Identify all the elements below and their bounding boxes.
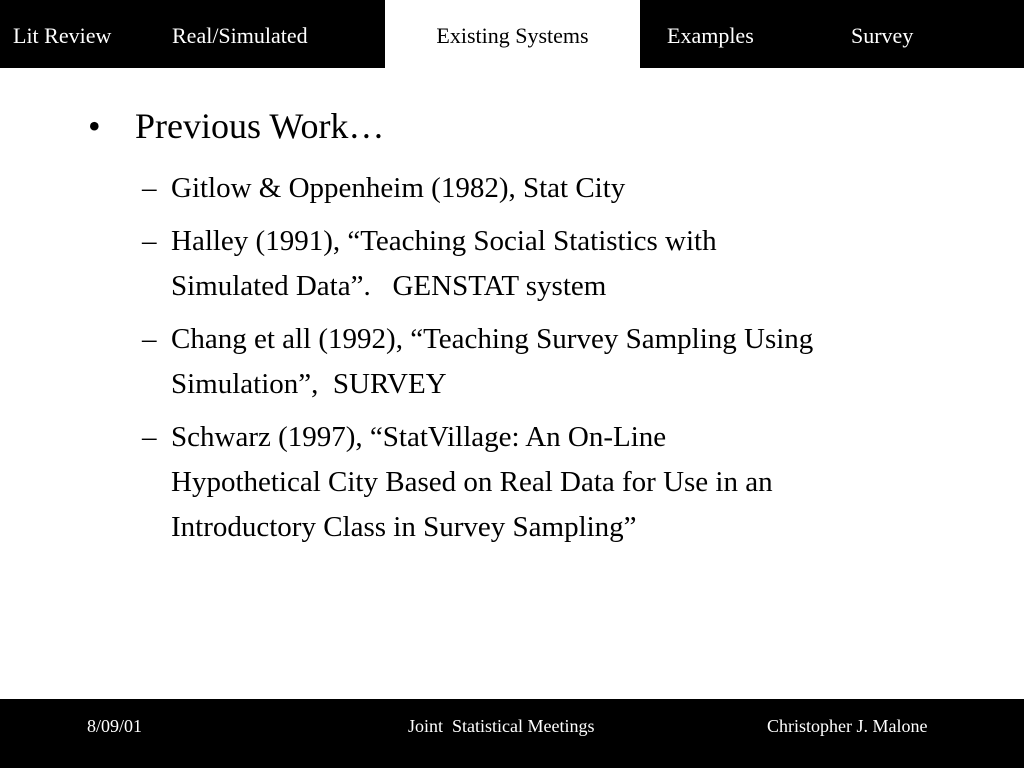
dash-mark: – — [142, 323, 157, 355]
footer-event: Joint Statistical Meetings — [408, 716, 595, 736]
reference-item-gitlow — [142, 166, 962, 211]
footer-author: Christopher J. Malone — [767, 716, 928, 736]
tab-examples[interactable]: Examples — [667, 23, 754, 48]
slide-heading: Previous Work… — [135, 106, 385, 146]
tab-existing-systems[interactable]: Existing Systems — [385, 0, 640, 68]
dash-mark: – — [142, 421, 157, 453]
reference-item-schwarz — [142, 415, 962, 550]
tab-real-simulated[interactable]: Real/Simulated — [172, 23, 308, 48]
reference-line: Introductory Class in Survey Sampling” — [171, 511, 637, 543]
slide-content — [0, 68, 1024, 699]
dash-mark: – — [142, 172, 157, 204]
footer-date: 8/09/01 — [87, 716, 143, 736]
tab-lit-review[interactable]: Lit Review — [13, 23, 112, 48]
footer-bar — [0, 699, 1024, 768]
reference-line: Chang et all (1992), “Teaching Survey Sampling Using — [171, 323, 814, 355]
reference-item-chang — [142, 317, 962, 407]
reference-line: Hypothetical City Based on Real Data for Use in an — [171, 466, 773, 498]
reference-line: Schwarz (1997), “StatVillage: An On-Line — [171, 421, 667, 453]
reference-line: Gitlow & Oppenheim (1982), Stat City — [171, 172, 626, 204]
top-navigation-bar — [0, 0, 1024, 68]
reference-line: Simulation”, SURVEY — [171, 368, 447, 400]
reference-line: Halley (1991), “Teaching Social Statistics with — [171, 225, 717, 257]
reference-item-halley — [142, 219, 962, 309]
dash-mark: – — [142, 225, 157, 257]
reference-line: Simulated Data”. GENSTAT system — [171, 270, 607, 302]
bullet-mark: • — [88, 106, 101, 146]
tab-survey[interactable]: Survey — [851, 23, 914, 48]
reference-list — [142, 166, 962, 558]
